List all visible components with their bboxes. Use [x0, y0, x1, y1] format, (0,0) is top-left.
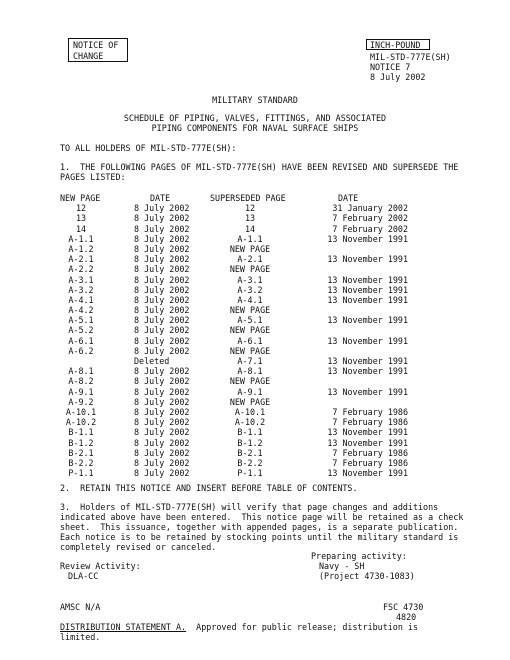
new-page-cell: A-6.1: [68, 335, 94, 346]
superseded-page-cell: NEW PAGE: [229, 305, 271, 316]
superseded-date-cell: 13 November 1991: [327, 254, 408, 265]
table-row: [60, 295, 420, 305]
superseded-page-cell: A-10.2: [234, 417, 266, 428]
table-row: [60, 213, 420, 223]
new-page-cell: A-1.1: [68, 233, 94, 244]
para1-line2: PAGES LISTED:: [60, 172, 126, 182]
distribution-label: DISTRIBUTION STATEMENT A.: [60, 622, 187, 632]
header-superseded-date: DATE: [338, 193, 359, 203]
para3-line3: sheet. This issuance, together with appended pages, is a separate publication.: [60, 522, 459, 532]
notice-number: NOTICE 7: [370, 62, 411, 72]
superseded-page-cell: A-8.1: [237, 366, 263, 377]
new-page-cell: A-8.1: [68, 366, 94, 377]
table-row: [60, 356, 420, 366]
new-page-cell: B-2.2: [68, 457, 94, 468]
date-cell: 8 July 2002: [134, 396, 190, 407]
table-row: [60, 264, 420, 274]
superseded-page-cell: B-2.1: [237, 447, 263, 458]
to-all-holders: TO ALL HOLDERS OF MIL-STD-777E(SH):: [60, 143, 237, 153]
date-cell: 8 July 2002: [134, 325, 190, 336]
date-cell: 8 July 2002: [134, 243, 190, 254]
new-page-cell: B-1.1: [68, 427, 94, 438]
date-cell: 8 July 2002: [134, 447, 190, 458]
table-row: [60, 244, 420, 254]
table-row: [60, 346, 420, 356]
superseded-page-cell: P-1.1: [237, 468, 263, 479]
header-new-page: NEW PAGE: [60, 193, 101, 203]
new-page-cell: 12: [75, 203, 87, 214]
superseded-page-cell: A-4.1: [237, 294, 263, 305]
review-activity-org: DLA-CC: [68, 571, 99, 581]
superseded-page-cell: A-10.1: [234, 406, 266, 417]
table-row: [60, 305, 420, 315]
superseded-date-cell: 13 November 1991: [327, 294, 408, 305]
date-cell: 8 July 2002: [134, 427, 190, 438]
superseded-page-cell: A-7.1: [237, 356, 263, 366]
amsc: AMSC N/A: [60, 602, 101, 612]
header-superseded-page: SUPERSEDED PAGE: [210, 193, 286, 203]
table-row: [60, 234, 420, 244]
date-cell: 8 July 2002: [134, 386, 190, 397]
para3-line4: Each notice is to be retained by stocking points until the military standard is: [60, 532, 459, 542]
superseded-page-cell: 13: [244, 213, 256, 224]
superseded-page-cell: 12: [244, 203, 256, 214]
notice-box-line2: CHANGE: [73, 50, 104, 61]
table-row: [60, 254, 420, 264]
date-cell: 8 July 2002: [134, 203, 190, 214]
new-page-cell: A-9.1: [68, 386, 94, 397]
fsc: FSC 4730: [383, 602, 424, 612]
distribution-text-line2: limited.: [60, 632, 101, 642]
superseded-date-cell: 13 November 1991: [327, 366, 408, 377]
date-cell: 8 July 2002: [134, 274, 190, 285]
table-row: [60, 285, 420, 295]
new-page-cell: A-5.2: [68, 325, 94, 336]
table-row: [60, 458, 420, 468]
superseded-date-cell: 13 November 1991: [327, 468, 408, 479]
table-row: [60, 397, 420, 407]
new-page-cell: A-6.2: [68, 345, 94, 356]
superseded-date-cell: 7 February 1986: [332, 406, 408, 417]
table-row: [60, 275, 420, 285]
table-row: [60, 427, 420, 437]
superseded-page-cell: NEW PAGE: [229, 243, 271, 254]
superseded-date-cell: 31 January 2002: [332, 203, 408, 214]
distribution-statement: [60, 622, 418, 632]
date-cell: 8 July 2002: [134, 417, 190, 428]
table-row: [60, 376, 420, 386]
para2: 2. RETAIN THIS NOTICE AND INSERT BEFORE TABLE OF CONTENTS.: [60, 483, 358, 493]
superseded-date-cell: 13 November 1991: [327, 274, 408, 285]
new-page-cell: A-3.2: [68, 284, 94, 295]
superseded-page-cell: 14: [244, 223, 256, 234]
para3-line5: completely revised or canceled.: [60, 542, 217, 552]
preparing-activity-label: Preparing activity:: [311, 551, 407, 561]
header-date: DATE: [150, 193, 171, 203]
superseded-page-cell: A-6.1: [237, 335, 263, 346]
superseded-page-cell: A-3.1: [237, 274, 263, 285]
date-cell: 8 July 2002: [134, 254, 190, 265]
superseded-date-cell: 13 November 1991: [327, 437, 408, 448]
table-row: [60, 387, 420, 397]
date-cell: Deleted: [134, 356, 170, 366]
new-page-cell: A-4.1: [68, 294, 94, 305]
table-row: [60, 224, 420, 234]
distribution-text: Approved for public release; distribution is: [186, 622, 419, 632]
table-row: [60, 448, 420, 458]
notice-of-change-box: [68, 38, 128, 62]
new-page-cell: 13: [75, 213, 87, 224]
date-cell: 8 July 2002: [134, 366, 190, 377]
military-standard-heading: MILITARY STANDARD: [212, 95, 298, 105]
superseded-date-cell: 7 February 1986: [332, 417, 408, 428]
new-page-cell: A-4.2: [68, 305, 94, 316]
para3-line1: 3. Holders of MIL-STD-777E(SH) will verify that page changes and additions: [60, 502, 439, 512]
date-cell: 8 July 2002: [134, 223, 190, 234]
revision-table: [60, 193, 420, 478]
superseded-page-cell: A-5.1: [237, 315, 263, 326]
superseded-page-cell: A-2.1: [237, 254, 263, 265]
superseded-date-cell: 7 February 2002: [332, 223, 408, 234]
date-cell: 8 July 2002: [134, 294, 190, 305]
para1-line1: 1. THE FOLLOWING PAGES OF MIL-STD-777E(SH) HAVE BEEN REVISED AND SUPERSEDE THE: [60, 162, 459, 172]
new-page-cell: A-5.1: [68, 315, 94, 326]
new-page-cell: A-2.1: [68, 254, 94, 265]
table-row: [60, 203, 420, 213]
date-cell: 8 July 2002: [134, 315, 190, 326]
notice-box-line1: NOTICE OF: [73, 40, 119, 50]
superseded-page-cell: B-1.2: [237, 437, 263, 448]
superseded-date-cell: 13 November 1991: [327, 335, 408, 346]
new-page-cell: A-10.1: [65, 406, 97, 417]
date-cell: 8 July 2002: [134, 233, 190, 244]
superseded-page-cell: B-1.1: [237, 427, 263, 438]
date-cell: 8 July 2002: [134, 284, 190, 295]
table-row: [60, 325, 420, 335]
date-cell: 8 July 2002: [134, 406, 190, 417]
superseded-page-cell: B-2.2: [237, 457, 263, 468]
table-row: [60, 438, 420, 448]
superseded-date-cell: 13 November 1991: [327, 427, 408, 438]
new-page-cell: A-2.2: [68, 264, 94, 275]
table-row: [60, 468, 420, 478]
new-page-cell: A-3.1: [68, 274, 94, 285]
new-page-cell: B-2.1: [68, 447, 94, 458]
table-row: [60, 407, 420, 417]
para3-line2: indicated above have been entered. This notice page will be retained as a check: [60, 512, 464, 522]
new-page-cell: A-1.2: [68, 243, 94, 254]
superseded-date-cell: 13 November 1991: [327, 386, 408, 397]
superseded-page-cell: NEW PAGE: [229, 345, 271, 356]
table-row: [60, 417, 420, 427]
superseded-page-cell: NEW PAGE: [229, 396, 271, 407]
superseded-date-cell: 13 November 1991: [327, 284, 408, 295]
date-cell: 8 July 2002: [134, 468, 190, 479]
date-cell: 8 July 2002: [134, 345, 190, 356]
date-cell: 8 July 2002: [134, 213, 190, 224]
superseded-date-cell: 13 November 1991: [327, 233, 408, 244]
superseded-date-cell: 7 February 1986: [332, 447, 408, 458]
date-cell: 8 July 2002: [134, 437, 190, 448]
new-page-cell: 14: [75, 223, 87, 234]
new-page-cell: P-1.1: [68, 468, 94, 479]
new-page-cell: A-8.2: [68, 376, 94, 387]
superseded-page-cell: NEW PAGE: [229, 264, 271, 275]
table-row: [60, 315, 420, 325]
new-page-cell: A-10.2: [65, 417, 97, 428]
table-header-row: [60, 193, 420, 203]
new-page-cell: B-1.2: [68, 437, 94, 448]
title-line1: SCHEDULE OF PIPING, VALVES, FITTINGS, AND ASSOCIATED: [123, 113, 387, 123]
date-cell: 8 July 2002: [134, 335, 190, 346]
superseded-page-cell: NEW PAGE: [229, 376, 271, 387]
superseded-page-cell: A-9.1: [237, 386, 263, 397]
table-row: [60, 336, 420, 346]
superseded-page-cell: A-3.2: [237, 284, 263, 295]
review-activity-label: Review Activity:: [60, 561, 141, 571]
date-cell: 8 July 2002: [134, 376, 190, 387]
fsc-second: 4820: [396, 612, 417, 622]
inch-pound-box: INCH-POUND: [366, 39, 430, 50]
superseded-date-cell: 7 February 1986: [332, 457, 408, 468]
date-cell: 8 July 2002: [134, 305, 190, 316]
title-line2: PIPING COMPONENTS FOR NAVAL SURFACE SHIPS: [151, 123, 359, 133]
new-page-cell: A-9.2: [68, 396, 94, 407]
preparing-activity-org: Navy - SH: [319, 561, 365, 571]
date-cell: 8 July 2002: [134, 457, 190, 468]
superseded-page-cell: A-1.1: [237, 233, 263, 244]
superseded-date-cell: 7 February 2002: [332, 213, 408, 224]
project-number: (Project 4730-1083): [319, 571, 415, 581]
document-id: MIL-STD-777E(SH): [370, 52, 451, 62]
notice-date: 8 July 2002: [370, 72, 426, 82]
table-body: [60, 203, 420, 478]
superseded-page-cell: NEW PAGE: [229, 325, 271, 336]
date-cell: 8 July 2002: [134, 264, 190, 275]
superseded-date-cell: 13 November 1991: [327, 356, 408, 366]
superseded-date-cell: 13 November 1991: [327, 315, 408, 326]
table-row: [60, 366, 420, 376]
